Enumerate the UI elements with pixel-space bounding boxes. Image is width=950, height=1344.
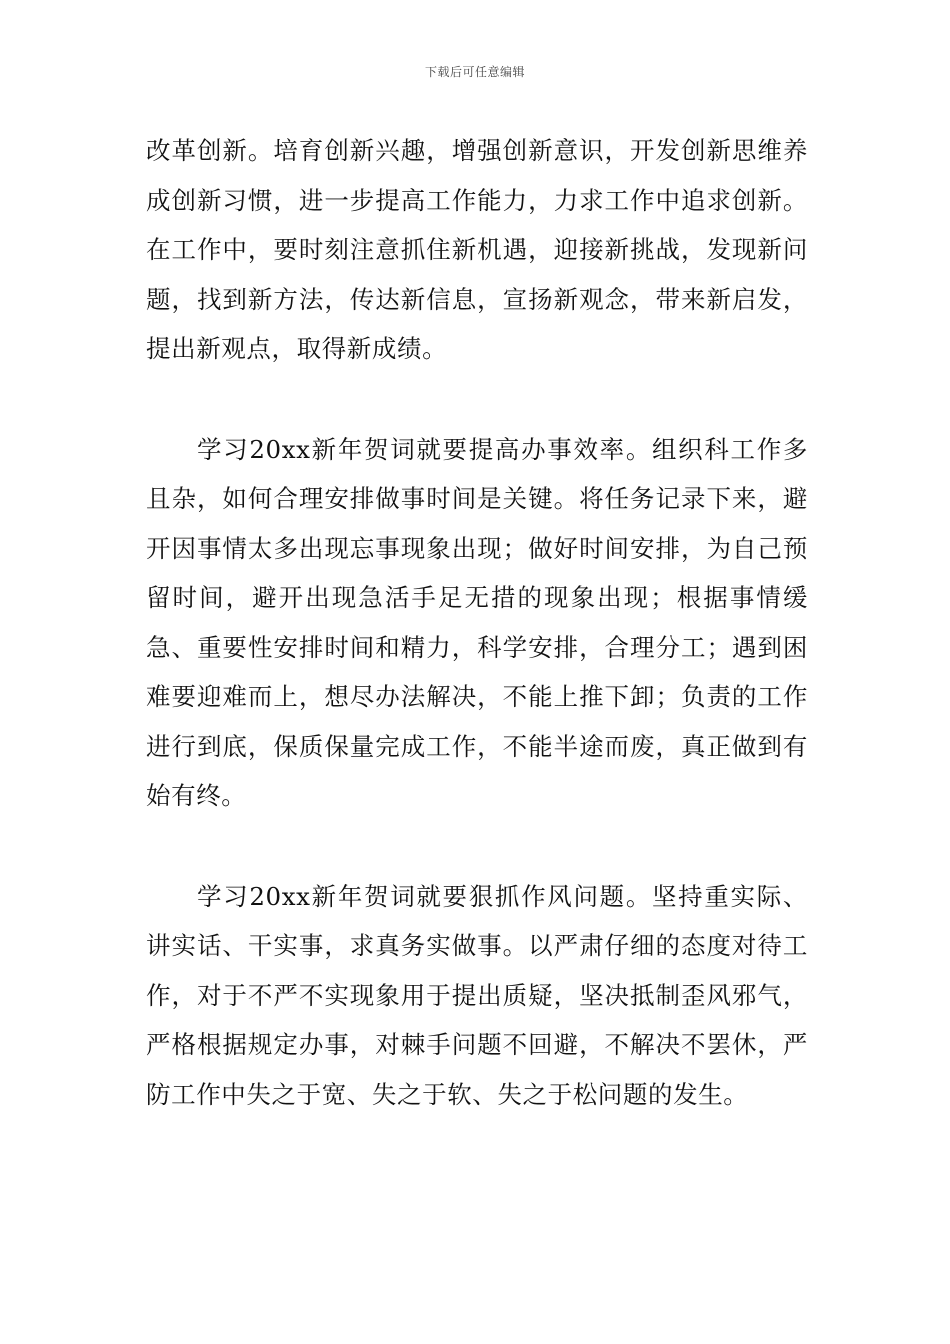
paragraph-gap bbox=[146, 821, 808, 872]
paragraph-gap bbox=[146, 374, 808, 425]
document-body bbox=[146, 126, 808, 1119]
paragraph-continuation: 改革创新。培育创新兴趣，增强创新意识，开发创新思维养成创新习惯，进一步提高工作能力，力求工作中追求创新。在工作中，要时刻注意抓住新机遇，迎接新挑战，发现新问题，找到新方法，传达新信息，宣扬新观念，带来新启发，提出新观点，取得新成绩。 bbox=[146, 136, 808, 363]
paragraph-efficiency: 学习20xx新年贺词就要提高办事效率。组织科工作多且杂，如何合理安排做事时间是关键。将任务记录下来，避开因事情太多出现忘事现象出现；做好时间安排，为自己预留时间，避开出现急活手足无措的现象出现；根据事情缓急、重要性安排时间和精力，科学安排，合理分工；遇到困难要迎难而上，想尽办法解决，不能上推下卸；负责的工作进行到底，保质保量完成工作，不能半途而废，真正做到有始有终。 bbox=[146, 434, 808, 810]
page-header-note: 下载后可任意编辑 bbox=[424, 65, 525, 79]
paragraph-work-style: 学习20xx新年贺词就要狠抓作风问题。坚持重实际、讲实话、干实事，求真务实做事。以严肃仔细的态度对待工作，对于不严不实现象用于提出质疑，坚决抵制歪风邪气，严格根据规定办事，对棘手问题不回避，不解决不罢休，严防工作中失之于宽、失之于软、失之于松问题的发生。 bbox=[146, 881, 808, 1109]
